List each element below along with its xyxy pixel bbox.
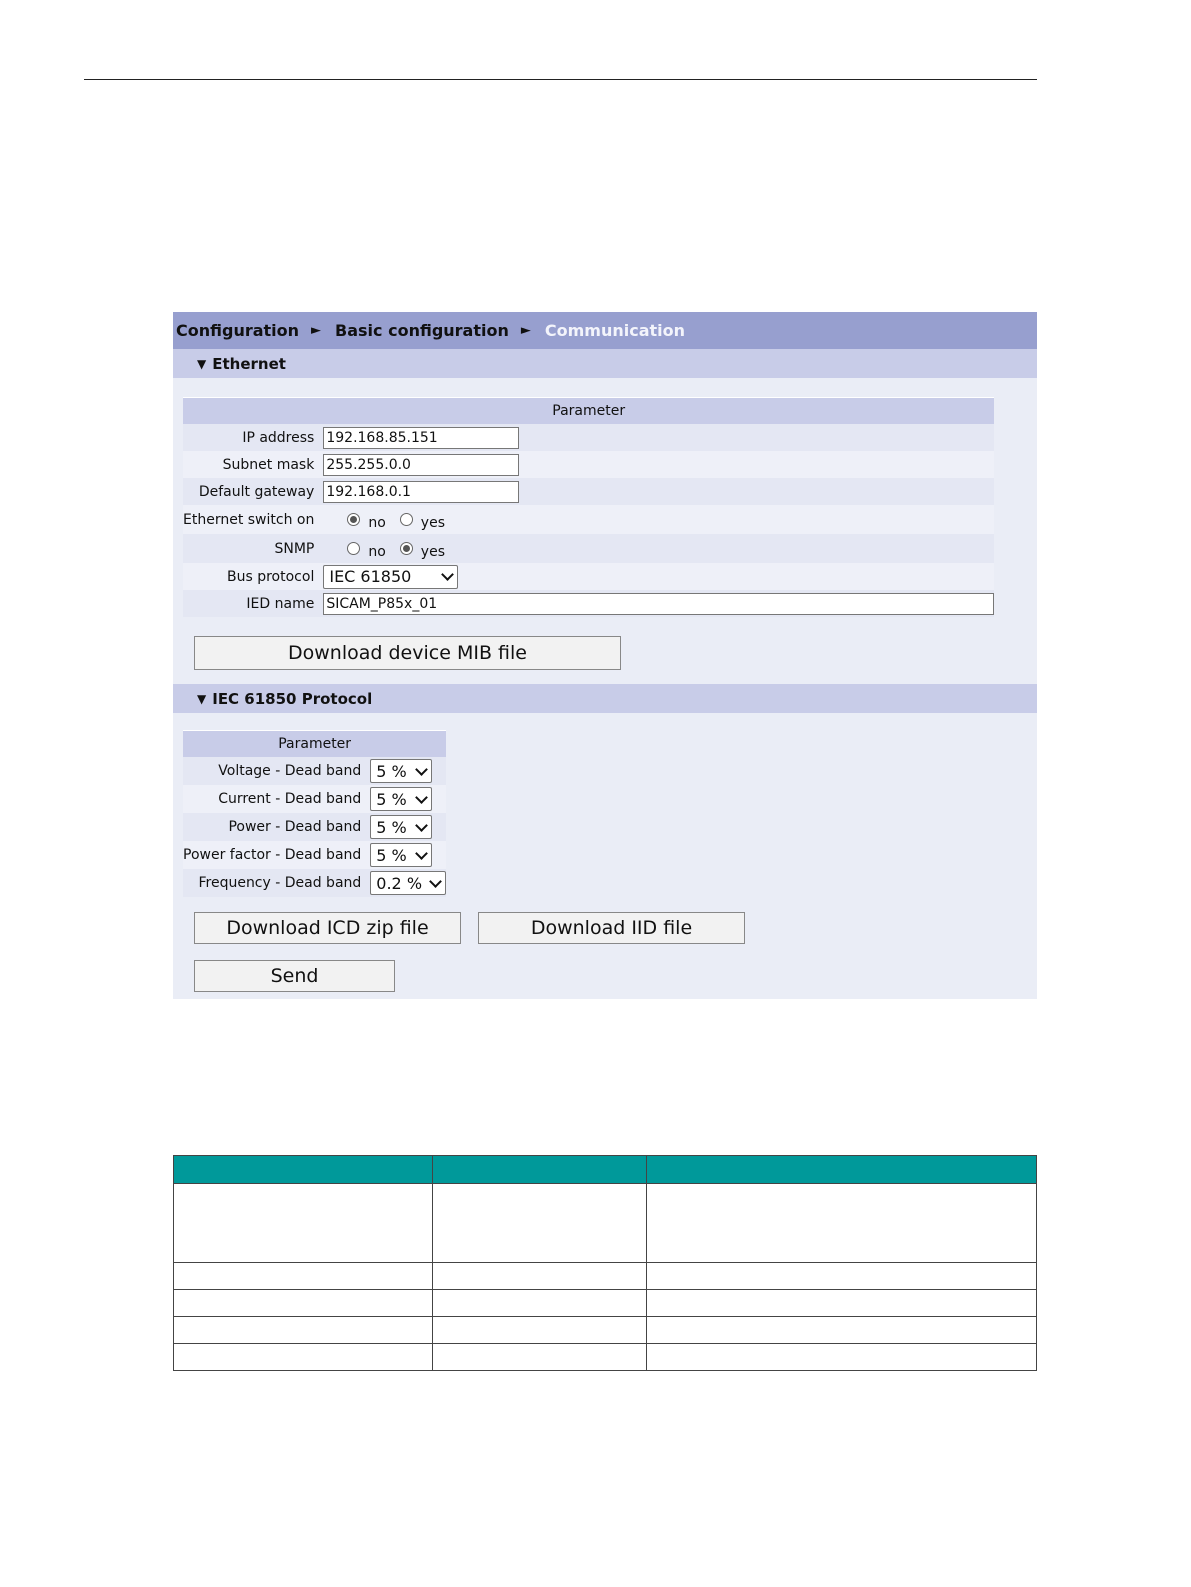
ethernet-switch-no-radio[interactable] xyxy=(347,513,360,526)
voltage-deadband-label: Voltage - Dead band xyxy=(183,757,370,785)
download-icd-zip-button[interactable]: Download ICD zip file xyxy=(194,912,461,944)
table-cell xyxy=(174,1184,433,1263)
chevron-down-icon xyxy=(441,568,454,581)
frequency-deadband-label: Frequency - Dead band xyxy=(183,869,370,897)
table-header-row xyxy=(174,1156,1037,1184)
table-cell xyxy=(174,1317,433,1344)
table-cell xyxy=(432,1263,647,1290)
subnet-mask-input[interactable]: 255.255.0.0 xyxy=(323,454,519,476)
collapse-triangle-icon[interactable]: ▼ xyxy=(197,356,207,371)
table-cell xyxy=(432,1184,647,1263)
power-deadband-select[interactable] xyxy=(370,815,432,839)
table-cell xyxy=(432,1344,647,1371)
table-row xyxy=(183,869,446,897)
default-gateway-label: Default gateway xyxy=(183,478,323,505)
iec61850-section-header[interactable] xyxy=(173,684,1037,713)
table-cell xyxy=(647,1263,1037,1290)
table-cell xyxy=(647,1290,1037,1317)
power-factor-deadband-value: 5 % xyxy=(376,845,407,865)
current-deadband-value: 5 % xyxy=(376,789,407,809)
iec61850-section-title: IEC 61850 Protocol xyxy=(212,689,373,708)
table-row xyxy=(174,1344,1037,1371)
power-deadband-label: Power - Dead band xyxy=(183,813,370,841)
download-iid-button[interactable]: Download IID file xyxy=(478,912,745,944)
frequency-deadband-select[interactable] xyxy=(370,871,446,895)
table-row xyxy=(174,1317,1037,1344)
table-row xyxy=(183,757,446,785)
bus-protocol-label: Bus protocol xyxy=(183,563,323,590)
breadcrumb-current: Communication xyxy=(544,321,685,340)
table-header-cell xyxy=(647,1156,1037,1184)
frequency-deadband-value: 0.2 % xyxy=(376,873,423,893)
current-deadband-select[interactable] xyxy=(370,787,432,811)
table-row xyxy=(183,478,994,505)
table-header-cell xyxy=(174,1156,433,1184)
ethernet-section-title: Ethernet xyxy=(212,354,286,373)
bus-protocol-select[interactable] xyxy=(323,565,458,589)
chevron-down-icon xyxy=(415,791,428,804)
breadcrumb-basic-configuration[interactable]: Basic configuration xyxy=(335,321,509,340)
table-cell xyxy=(647,1344,1037,1371)
breadcrumb xyxy=(173,312,1037,349)
ied-name-input[interactable]: SICAM_P85x_01 xyxy=(323,593,994,615)
power-factor-deadband-label: Power factor - Dead band xyxy=(183,841,370,869)
breadcrumb-configuration[interactable]: Configuration xyxy=(176,321,300,340)
chevron-down-icon xyxy=(415,847,428,860)
current-deadband-label: Current - Dead band xyxy=(183,785,370,813)
parameter-header: Parameter xyxy=(183,731,446,758)
ied-name-label: IED name xyxy=(183,590,323,617)
download-mib-button[interactable]: Download device MIB file xyxy=(194,636,621,670)
ethernet-switch-no-label: no xyxy=(368,514,386,531)
ip-address-input[interactable]: 192.168.85.151 xyxy=(323,427,519,449)
table-header-cell xyxy=(432,1156,647,1184)
breadcrumb-separator-icon: ► xyxy=(311,323,322,338)
voltage-deadband-select[interactable] xyxy=(370,759,432,783)
table-row xyxy=(174,1290,1037,1317)
table-cell xyxy=(174,1290,433,1317)
breadcrumb-separator-icon: ► xyxy=(520,323,531,338)
ethernet-switch-yes-radio[interactable] xyxy=(400,513,413,526)
snmp-yes-radio[interactable] xyxy=(400,542,413,555)
table-row xyxy=(183,841,446,869)
table-row xyxy=(183,813,446,841)
table-row xyxy=(183,451,994,478)
power-factor-deadband-select[interactable] xyxy=(370,843,432,867)
chevron-down-icon xyxy=(429,875,442,888)
page-top-rule xyxy=(84,79,1037,80)
table-row xyxy=(183,534,994,563)
send-button[interactable]: Send xyxy=(194,960,395,992)
table-row xyxy=(183,563,994,590)
table-cell xyxy=(174,1344,433,1371)
table-row xyxy=(183,505,994,534)
ethernet-switch-yes-label: yes xyxy=(420,514,445,531)
settings-table xyxy=(173,1155,1037,1371)
table-cell xyxy=(647,1184,1037,1263)
table-row xyxy=(174,1184,1037,1263)
subnet-mask-label: Subnet mask xyxy=(183,451,323,478)
iec61850-parameter-table xyxy=(183,730,446,897)
ip-address-label: IP address xyxy=(183,424,323,451)
default-gateway-input[interactable]: 192.168.0.1 xyxy=(323,481,519,503)
parameter-header: Parameter xyxy=(183,398,994,425)
ethernet-parameter-table xyxy=(183,397,994,617)
collapse-triangle-icon[interactable]: ▼ xyxy=(197,691,207,706)
table-cell xyxy=(647,1317,1037,1344)
snmp-radio-group xyxy=(323,541,994,560)
table-row xyxy=(183,590,994,617)
chevron-down-icon xyxy=(415,819,428,832)
power-deadband-value: 5 % xyxy=(376,817,407,837)
table-row xyxy=(183,424,994,451)
table-row xyxy=(174,1263,1037,1290)
snmp-no-radio[interactable] xyxy=(347,542,360,555)
ethernet-switch-radio-group xyxy=(323,512,994,531)
snmp-yes-label: yes xyxy=(420,543,445,560)
bus-protocol-value: IEC 61850 xyxy=(329,567,412,586)
voltage-deadband-value: 5 % xyxy=(376,761,407,781)
chevron-down-icon xyxy=(415,763,428,776)
ethernet-section-header[interactable] xyxy=(173,349,1037,378)
communication-config-panel xyxy=(173,312,1037,999)
snmp-no-label: no xyxy=(368,543,386,560)
snmp-label: SNMP xyxy=(183,534,323,563)
table-cell xyxy=(432,1317,647,1344)
table-cell xyxy=(174,1263,433,1290)
table-row xyxy=(183,785,446,813)
ethernet-switch-label: Ethernet switch on xyxy=(183,505,323,534)
table-cell xyxy=(432,1290,647,1317)
